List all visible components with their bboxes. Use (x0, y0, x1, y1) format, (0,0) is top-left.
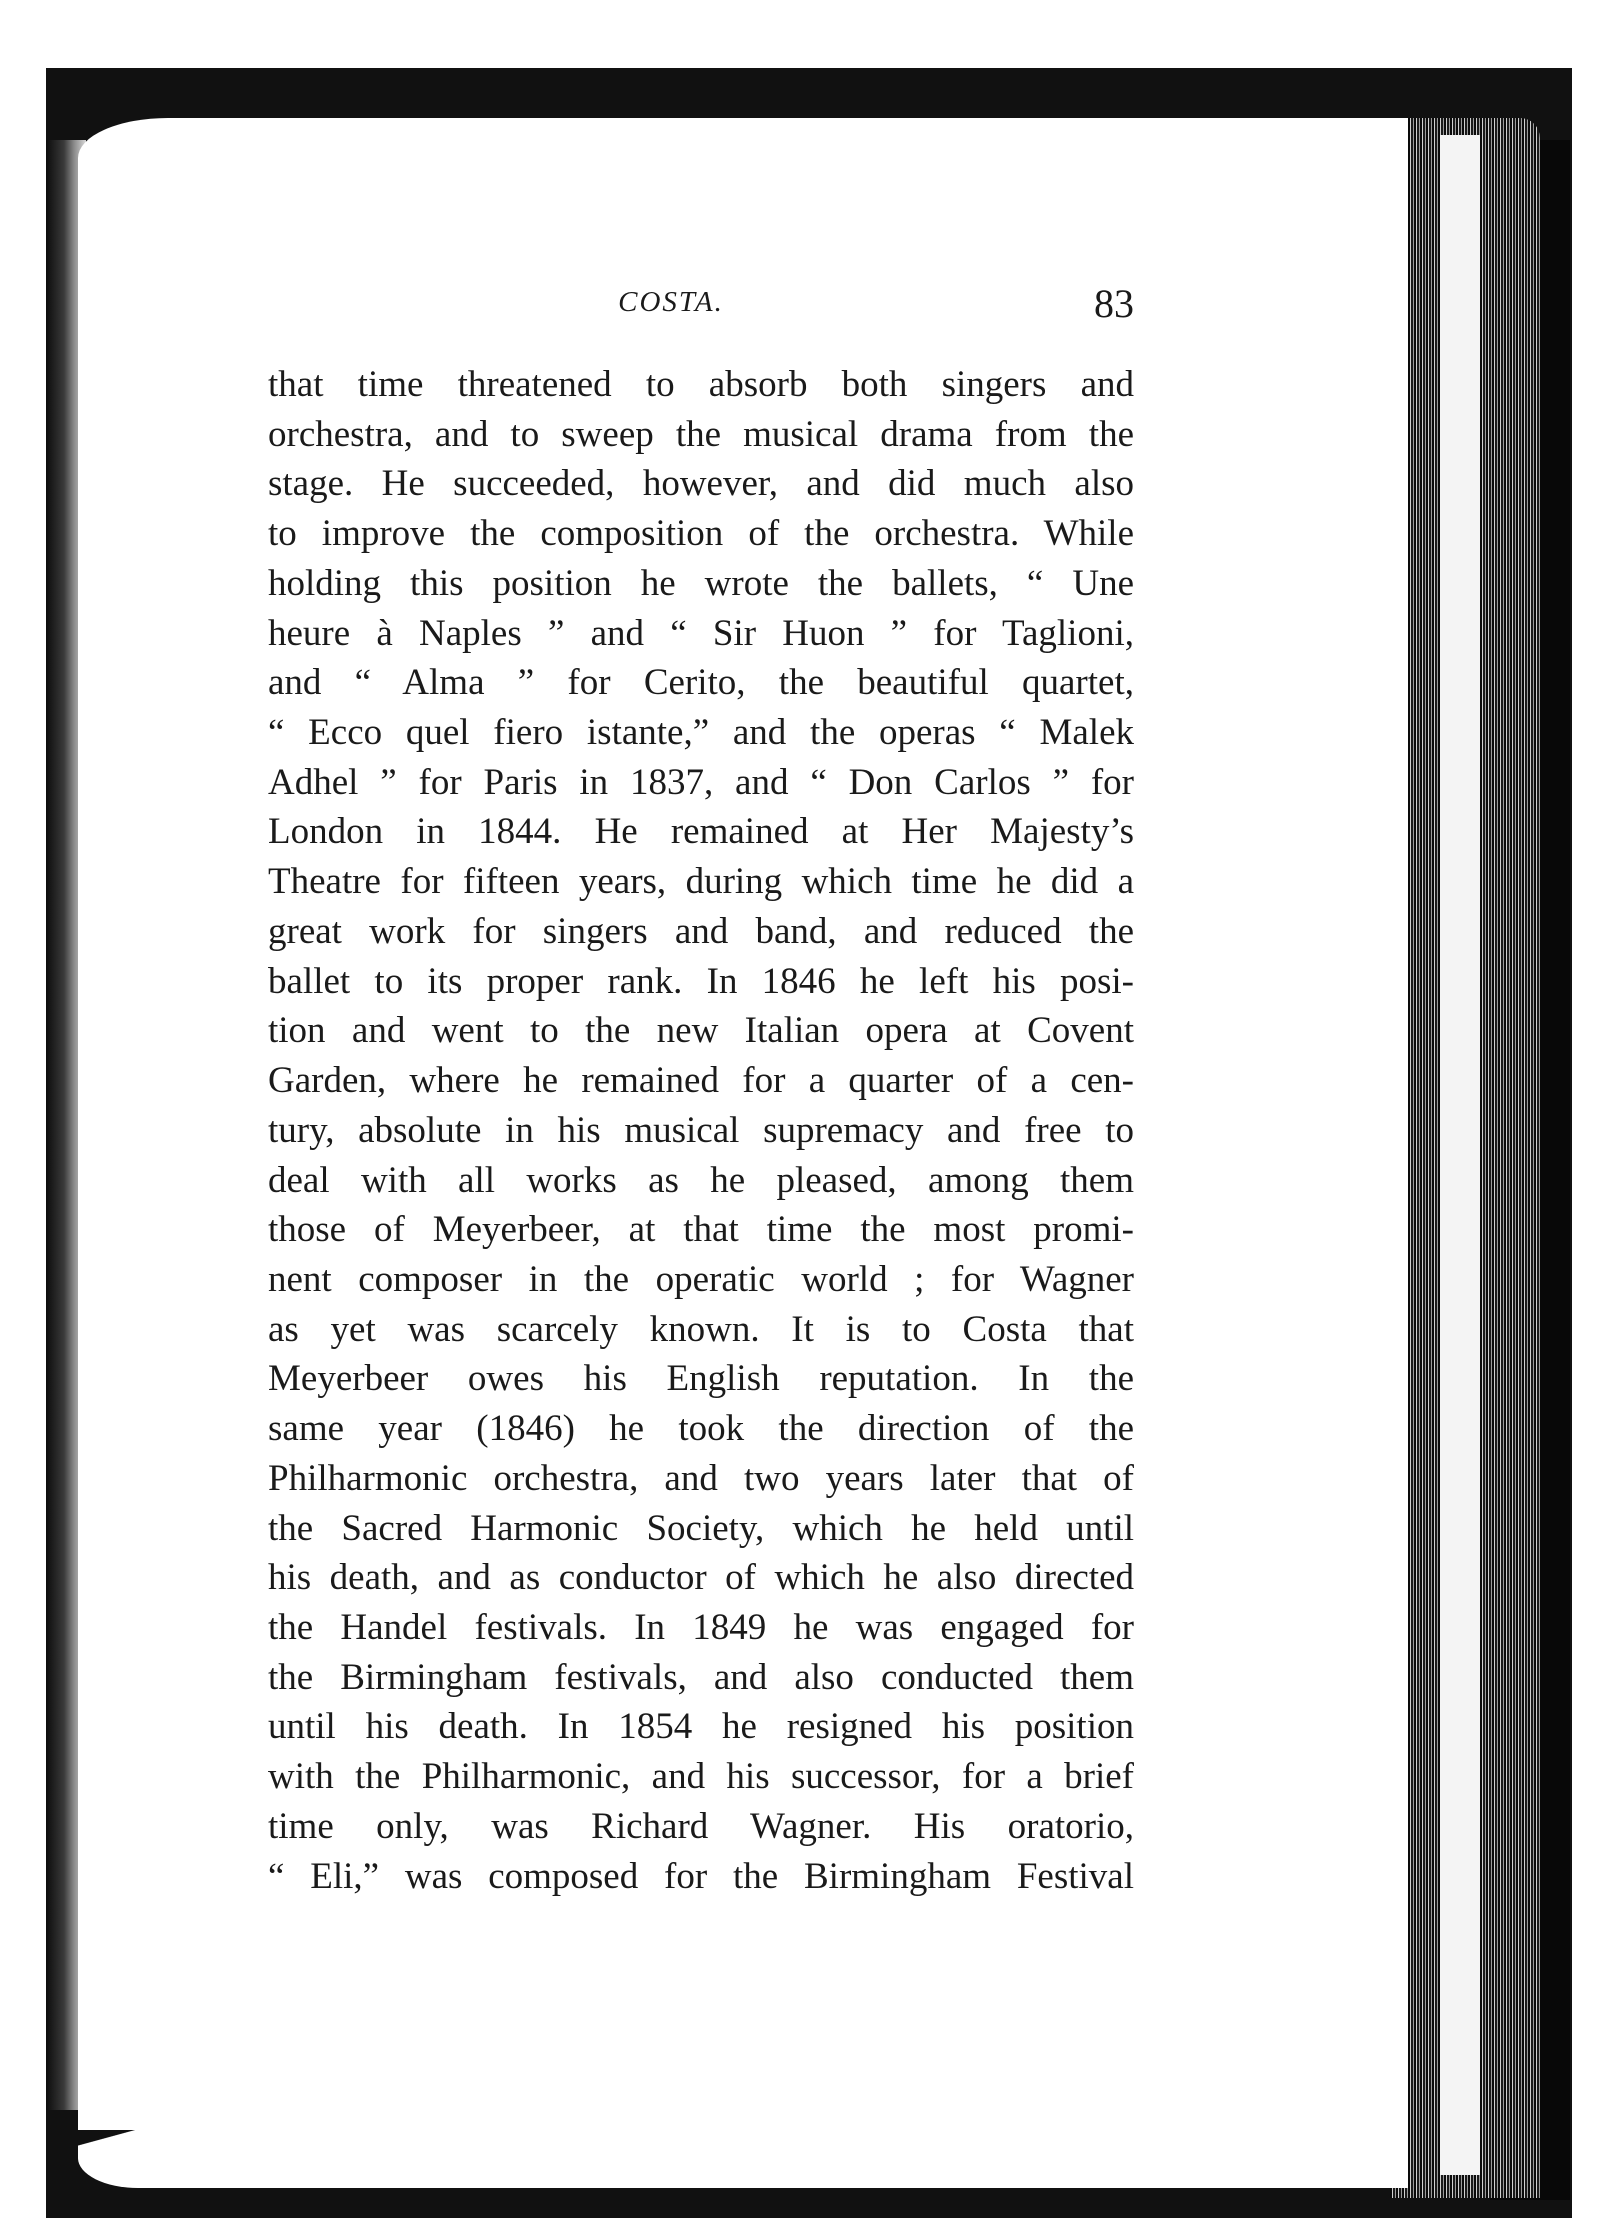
text-line: the Birmingham festivals, and also conducted them (268, 1656, 1134, 1698)
text-line: Garden, where he remained for a quarter of a cen- (268, 1060, 1134, 1102)
text-line: to improve the composition of the orchestra. While (268, 513, 1134, 555)
text-line: as yet was scarcely known. It is to Costa that (268, 1308, 1134, 1350)
page-fore-edge-highlight (1440, 135, 1480, 2175)
text-line: that time threatened to absorb both singers and (268, 364, 1134, 405)
text-line: and “ Alma ” for Cerito, the beautiful quartet, (268, 662, 1134, 704)
text-line: “ Eli,” was composed for the Birmingham Festival (268, 1855, 1134, 1897)
text-line: nent composer in the operatic world ; for Wagner (268, 1258, 1134, 1300)
text-line: stage. He succeeded, however, and did much also (268, 463, 1134, 505)
text-line: “ Ecco quel fiero istante,” and the operas “ Malek (268, 712, 1134, 754)
text-line: ballet to its proper rank. In 1846 he left his posi- (268, 960, 1134, 1002)
text-line: Meyerbeer owes his English reputation. In the (268, 1358, 1134, 1400)
text-line: heure à Naples ” and “ Sir Huon ” for Taglioni, (268, 612, 1134, 654)
text-line: Philharmonic orchestra, and two years later that of (268, 1457, 1134, 1499)
page-number: 83 (1094, 281, 1134, 326)
text-line: tury, absolute in his musical supremacy and free to (268, 1109, 1134, 1151)
text-line: tion and went to the new Italian opera at Covent (268, 1010, 1134, 1052)
text-line: great work for singers and band, and reduced the (268, 910, 1134, 952)
text-line: holding this position he wrote the ballets, “ Une (268, 562, 1134, 604)
text-line: until his death. In 1854 he resigned his position (268, 1706, 1134, 1748)
text-line: his death, and as conductor of which he also directed (268, 1557, 1134, 1599)
text-line: Adhel ” for Paris in 1837, and “ Don Carlos ” for (268, 761, 1134, 803)
text-line: London in 1844. He remained at Her Majesty’s (268, 811, 1134, 853)
running-title: COSTA. (618, 286, 724, 318)
text-line: same year (1846) he took the direction of the (268, 1408, 1134, 1450)
text-line: with the Philharmonic, and his successor, for a brief (268, 1756, 1134, 1798)
body-text (268, 360, 1134, 1901)
text-line: deal with all works as he pleased, among them (268, 1159, 1134, 1201)
text-line: those of Meyerbeer, at that time the most promi- (268, 1209, 1134, 1251)
text-line: orchestra, and to sweep the musical drama from the (268, 413, 1134, 455)
page-corner-shadow (46, 2130, 156, 2160)
text-line: Theatre for fifteen years, during which time he did a (268, 861, 1134, 903)
text-line: time only, was Richard Wagner. His oratorio, (268, 1805, 1134, 1847)
text-line: the Sacred Harmonic Society, which he held until (268, 1507, 1134, 1549)
running-head (268, 280, 1134, 330)
text-line: the Handel festivals. In 1849 he was engaged for (268, 1606, 1134, 1648)
